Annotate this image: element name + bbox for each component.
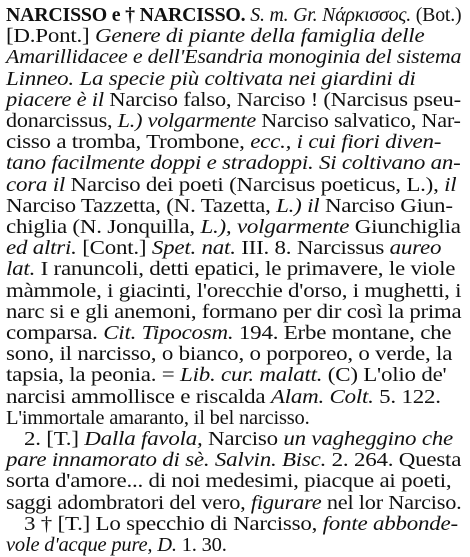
entry-line [6,258,455,281]
italic-text: tano facilmente doppi e stradoppi. Si coltivano an- [6,152,461,175]
entry-line [6,68,416,91]
text-segment: cisso a tromba, Trombone, [6,131,251,154]
text-segment: Narciso salvatico, Nar- [255,110,461,132]
italic-text: fonte abbonde- [322,512,458,535]
text-segment: L'immortale amaranto, il bel narcisso. [6,406,310,429]
entry-line [6,237,441,260]
entry-line [6,449,461,472]
entry-line [6,89,461,112]
text-segment: 194. Erbe montane, che [233,322,452,344]
text-segment: comparsa. [6,322,104,344]
text-segment: III. 8. Narcissus [235,237,390,260]
text-segment: 5. 122. [373,385,441,408]
entry-line [6,25,424,48]
entry-line [6,343,452,366]
text-segment: chiglia (N. Jonquilla, [6,216,201,238]
italic-text: Genere di piante della famiglia delle [89,25,425,48]
entry-line [6,46,461,69]
entry-line [6,195,453,218]
text-segment: 1. 30. [176,534,227,556]
entry-line [6,216,461,239]
text-segment: (C) L'olio de' [322,364,447,387]
entry-line [6,110,461,133]
text-segment: tapsia, la peonia. = [6,364,181,387]
italic-text: ed altri. [6,237,77,260]
entry-line [6,470,451,493]
italic-text: vole d'acque pure, D. [6,534,177,556]
text-segment: narcisi ammollisce e riscalda [6,385,271,408]
entry-line [6,4,461,27]
italic-text: Dalla favola, [84,428,203,450]
italic-text: Amarillidacee e dell'Esandria monoginia del sistema [6,46,462,69]
italic-text: Lib. cur. malatt. [180,364,323,387]
italic-text: Linneo. La specie più coltivata nei giardini di [6,67,416,90]
italic-text: il [444,173,457,196]
italic-text: pare innamorato di sè. Salvin. Bisc. [6,449,327,472]
entry-line [6,492,462,515]
text-segment: donarcissus, [6,110,118,132]
text-segment: Narciso falso, Narciso ! (Narcisus pseu- [103,88,461,111]
text-segment: sono, il narcisso, o bianco, o porporeo, o verde, la [6,343,453,366]
text-segment: [Cont.] [76,237,152,260]
text-segment: (Bot.) [410,4,462,26]
headword: NARCISSO e † NARCISSO. [6,4,246,26]
entry-line [6,280,461,303]
italic-text: L.) volgarmente [117,110,256,132]
text-segment: [D.Pont.] [6,25,90,48]
italic-text: Cit. Tipocosm. [103,322,234,344]
text-segment: saggi adombratori del vero, [6,491,251,514]
entry-line [6,174,456,197]
text-segment: 2. 264. Questa [326,449,462,472]
text-segment: nel lor Narciso. [321,491,462,514]
text-segment: Narciso Tazzetta, (N. Tazetta, [6,194,277,217]
text-segment: màmmole, i giacinti, l'orecchie d'orso, i mughetti, i [6,279,462,302]
italic-text: Spet. nat. [151,237,236,260]
entry-line [6,152,461,175]
italic-text: cora il [6,173,66,196]
text-segment: Narciso dei poeti (Narcisus poeticus, L.), [65,173,445,196]
text-segment: I ranuncoli, detti epatici, le primavere, le viole [35,258,456,281]
entry-line [6,322,451,345]
italic-text: Alam. Colt. [270,385,374,408]
entry-line [6,386,441,409]
text-segment: Narciso Giun- [319,194,453,217]
italic-text: aureo [389,237,442,260]
text-segment: Giunchiglia [349,216,461,238]
italic-text: L.) il [276,194,320,217]
entry-line [24,428,453,451]
text-segment: Narciso [202,428,284,450]
text-segment: sorta d'amore... di noi medesimi, piacque ai poeti, [6,470,452,493]
italic-text: S. m. Gr. Νάρκισσος. [245,4,411,26]
entry-line [6,131,441,154]
italic-text: piacere è il [6,88,104,111]
entry-line [6,534,227,557]
text-segment: narc si e gli anemoni, formano per dir così la prima [6,300,462,323]
italic-text: un vagheggino che [283,428,454,450]
italic-text: figurare [250,491,322,514]
entry-line [6,407,310,430]
text-segment: 2. [T.] [24,428,85,450]
text-segment: 3 † [T.] Lo specchio di Narcisso, [24,512,323,535]
entry-line [6,301,461,324]
entry-line [6,364,446,387]
italic-text: ecc., i cui fiori diven- [250,131,442,154]
entry-line [24,513,458,536]
italic-text: lat. [6,258,36,281]
italic-text: L.), volgarmente [200,216,350,238]
